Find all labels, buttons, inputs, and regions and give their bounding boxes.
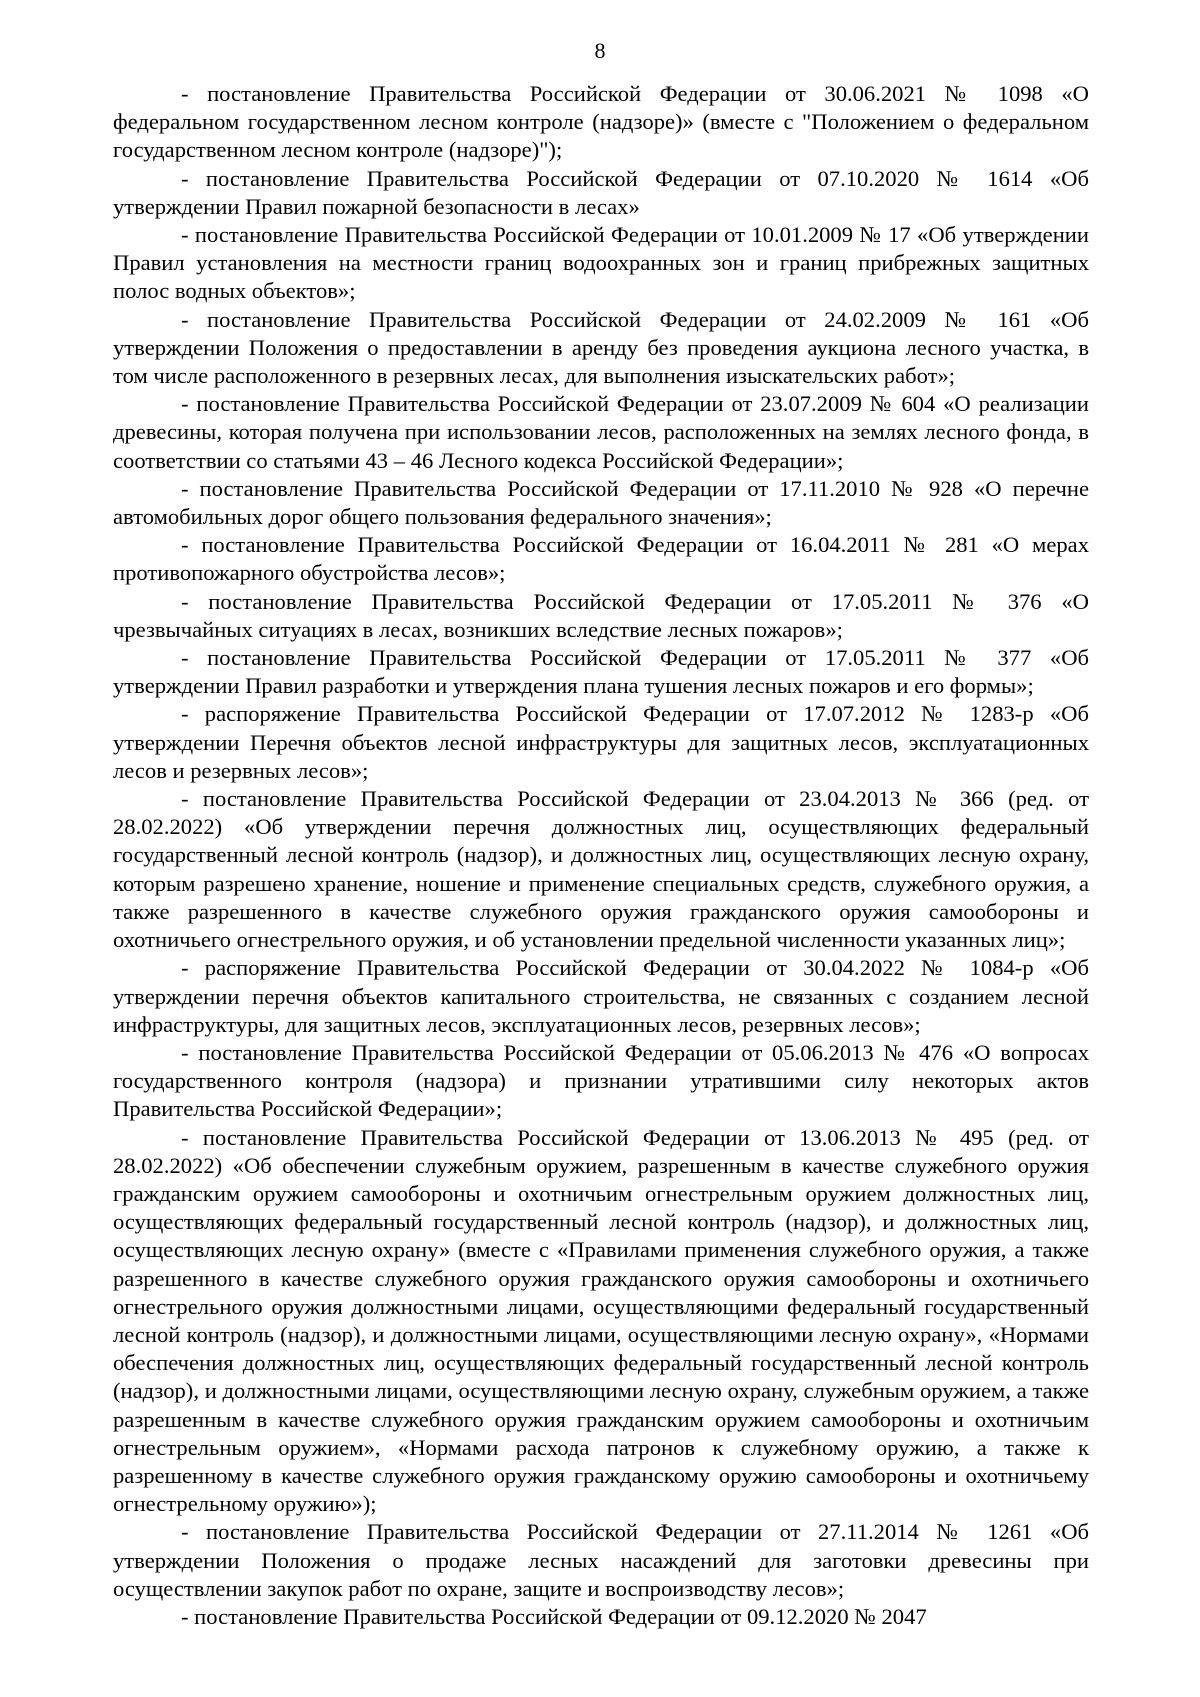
paragraph-regulation: - постановление Правительства Российской Федерации от 16.04.2011 № 281 «О мерах противопожарного обустройства лесов»; xyxy=(113,532,1089,586)
paragraph-regulation: - постановление Правительства Российской Федерации от 13.06.2013 № 495 (ред. от 28.02.2022) «Об обеспечении служебным оружием, разрешенным в качестве служебного оружия гражданским оружием самообороны и охотничьим огнестрельным оружием должностных лиц, осуществляющих федеральный государственный лесной контроль (надзор), и должностных лиц, осуществляющих лесную охрану» (вместе с «Правилами применения служебного оружия, а также разрешенного в качестве служебного оружия гражданского оружия самообороны и охотничьего огнестрельного оружия должностными лицами, осуществляющими федеральный государственный лесной контроль (надзор), и должностными лицами, осуществляющими лесную охрану», «Нормами обеспечения должностных лиц, осуществляющих федеральный государственный лесной контроль (надзор), и должностными лицами, осуществляющими лесную охрану, служебным оружием, а также разрешенным в качестве служебного оружия гражданским оружием самообороны и охотничьим огнестрельным оружием», «Нормами расхода патронов к служебному оружию, а также к разрешенному в качестве служебного оружия гражданскому оружию самообороны и охотничьему огнестрельному оружию»); xyxy=(113,1124,1089,1517)
paragraph-regulation: - постановление Правительства Российской Федерации от 17.11.2010 № 928 «О перечне автомобильных дорог общего пользования федерального значения»; xyxy=(113,475,1089,530)
paragraph-regulation: - распоряжение Правительства Российской Федерации от 30.04.2022 № 1084-р «Об утверждении перечня объектов капитального строительства, не связанных с созданием лесной инфраструктуры, для защитных лесов, эксплуатационных лесов, резервных лесов»; xyxy=(113,955,1089,1037)
paragraph-regulation: - постановление Правительства Российской Федерации от 23.04.2013 № 366 (ред. от 28.02.2022) «Об утверждении перечня должностных лиц, осуществляющих федеральный государственный лесной контроль (надзор), и должностных лиц, осуществляющих лесную охрану, которым разрешено хранение, ношение и применение специальных средств, служебного оружия, а также разрешенного в качестве служебного оружия гражданского оружия самообороны и охотничьего огнестрельного оружия, и об установлении предельной численности указанных лиц»; xyxy=(113,786,1089,953)
paragraph-regulation: - постановление Правительства Российской Федерации от 24.02.2009 № 161 «Об утверждении Положения о предоставлении в аренду без проведения аукциона лесного участка, в том числе расположенного в резервных лесах, для выполнения изыскательских работ»; xyxy=(113,306,1089,389)
paragraph-regulation: - постановление Правительства Российской Федерации от 10.01.2009 № 17 «Об утверждении Правил установления на местности границ водоохранных зон и границ прибрежных защитных полос водных объектов»; xyxy=(113,222,1089,304)
paragraph-regulation: - распоряжение Правительства Российской Федерации от 17.07.2012 № 1283-р «Об утверждении Перечня объектов лесной инфраструктуры для защитных лесов, эксплуатационных лесов и резервных лесов»; xyxy=(113,701,1089,783)
page-number: 8 xyxy=(594,38,606,63)
document-body xyxy=(113,80,1089,1631)
paragraph-regulation: - постановление Правительства Российской Федерации от 17.05.2011 № 377 «Об утверждении Правил разработки и утверждения плана тушения лесных пожаров и его формы»; xyxy=(113,645,1089,699)
paragraph-regulation: - постановление Правительства Российской Федерации от 30.06.2021 № 1098 «О федеральном государственном лесном контроле (надзоре)» (вместе с "Положением о федеральном государственном лесном контроле (надзоре)"); xyxy=(113,81,1089,163)
paragraph-regulation: - постановление Правительства Российской Федерации от 27.11.2014 № 1261 «Об утверждении Положения о продаже лесных насаждений для заготовки древесины при осуществлении закупок работ по охране, защите и воспроизводству лесов»; xyxy=(113,1519,1089,1601)
paragraph-regulation: - постановление Правительства Российской Федерации от 05.06.2013 № 476 «О вопросах государственного контроля (надзора) и признании утратившими силу некоторых актов Правительства Российской Федерации»; xyxy=(113,1039,1089,1122)
paragraph-regulation: - постановление Правительства Российской Федерации от 23.07.2009 № 604 «О реализации древесины, которая получена при использовании лесов, расположенных на землях лесного фонда, в соответствии со статьями 43 – 46 Лесного кодекса Российской Федерации»; xyxy=(113,391,1089,473)
paragraph-regulation: - постановление Правительства Российской Федерации от 07.10.2020 № 1614 «Об утверждении Правил пожарной безопасности в лесах» xyxy=(113,165,1089,219)
paragraph-regulation: - постановление Правительства Российской Федерации от 17.05.2011 № 376 «О чрезвычайных ситуациях в лесах, возникших вследствие лесных пожаров»; xyxy=(113,588,1089,642)
paragraph-regulation: - постановление Правительства Российской Федерации от 09.12.2020 № 2047 xyxy=(181,1603,927,1629)
